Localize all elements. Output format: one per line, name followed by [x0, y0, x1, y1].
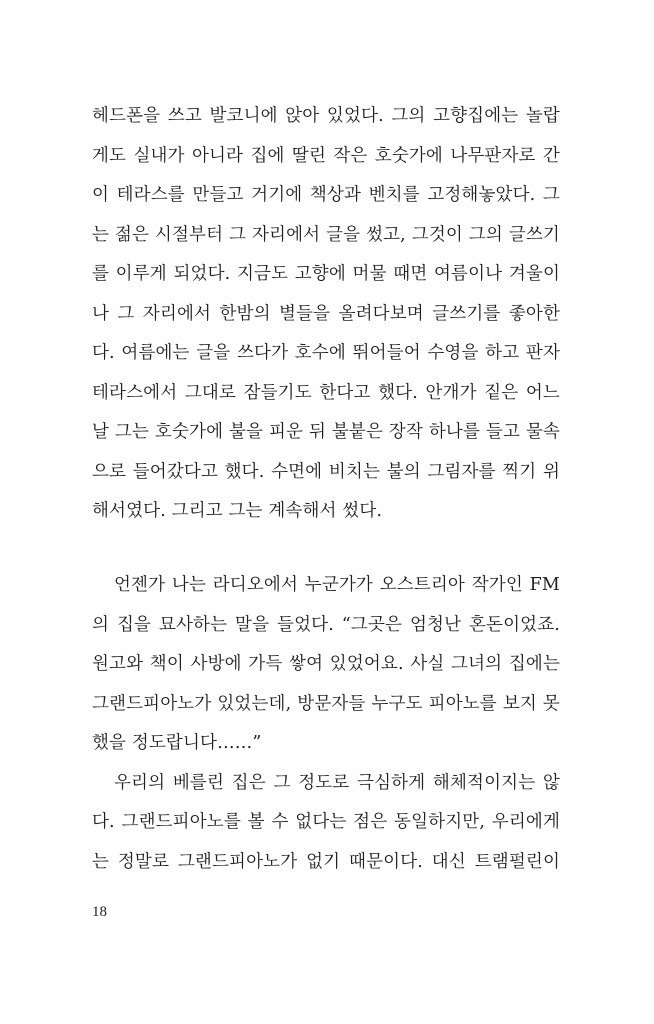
text-line: 다. 그랜드피아노를 볼 수 없다는 점은 동일하지만, 우리에게 [92, 812, 560, 832]
text-line: 의 집을 묘사하는 말을 들었다. “그곳은 엄청난 혼돈이었죠. [92, 614, 560, 635]
page-number: 18 [92, 904, 107, 920]
text-line: 이 테라스를 만들고 거기에 책상과 벤치를 고정해놓았다. 그 [92, 185, 560, 205]
text-line: 게도 실내가 아니라 집에 딸린 작은 호숫가에 나무판자로 간 [92, 145, 560, 166]
text-line: 했을 정도랍니다……” [92, 733, 262, 753]
text-line: 원고와 책이 사방에 가득 쌓여 있었어요. 사실 그녀의 집에는 [92, 654, 560, 674]
text-line: 나 그 자리에서 한밤의 별들을 올려다보며 글쓰기를 좋아한 [92, 303, 560, 324]
text-line: 테라스에서 그대로 잠들기도 한다고 했다. 안개가 짙은 어느 [92, 382, 560, 403]
text-line: 를 이루게 되었다. 지금도 고향에 머물 때면 여름이나 겨울이 [92, 264, 560, 284]
text-line: 는 정말로 그랜드피아노가 없기 때문이다. 대신 트램펄린이 [92, 851, 560, 872]
text-line: 우리의 베를린 집은 그 정도로 극심하게 해체적이지는 않 [114, 772, 560, 793]
text-line: 다. 여름에는 글을 쓰다가 호수에 뛰어들어 수영을 하고 판자 [92, 343, 560, 363]
text-line: 으로 들어갔다고 했다. 수면에 비치는 불의 그림자를 찍기 위 [92, 461, 560, 482]
body-paragraph-1 [92, 97, 560, 532]
text-line: 는 젊은 시절부터 그 자리에서 글을 썼고, 그것이 그의 글쓰기 [92, 224, 560, 245]
text-line: 해서였다. 그리고 그는 계속해서 썼다. [92, 501, 383, 521]
text-line: 헤드폰을 쓰고 발코니에 앉아 있었다. 그의 고향집에는 놀랍 [92, 106, 560, 126]
text-line: 날 그는 호숫가에 불을 피운 뒤 불붙은 장작 하나를 들고 물속 [92, 422, 560, 442]
text-line: 언젠가 나는 라디오에서 누군가가 오스트리아 작가인 FM [114, 575, 560, 595]
text-line: 그랜드피아노가 있었는데, 방문자들 누구도 피아노를 보지 못 [92, 693, 560, 714]
body-paragraph-2 [92, 566, 560, 882]
